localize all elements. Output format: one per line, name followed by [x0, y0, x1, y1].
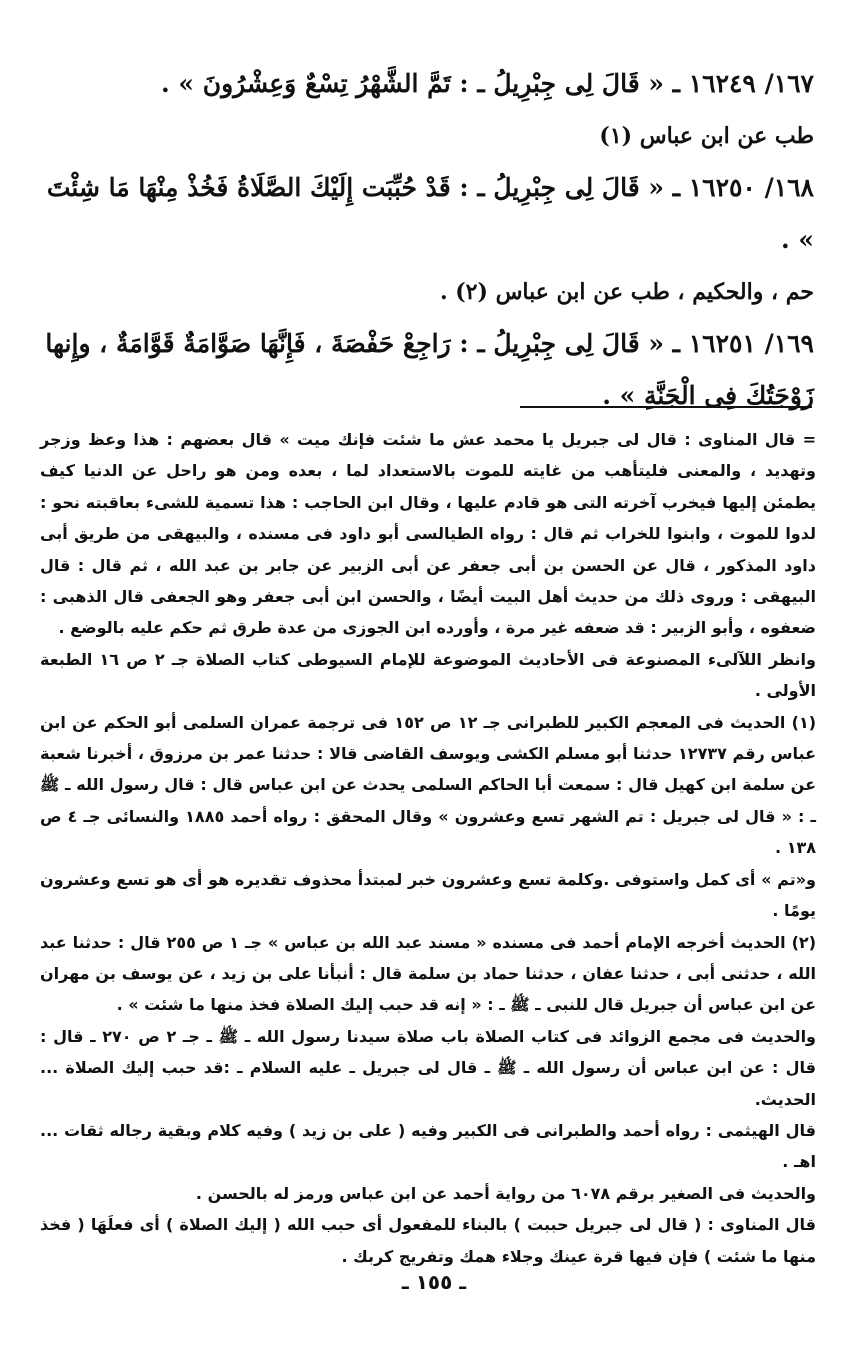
footnote-2-haythami: قال الهيثمى : رواه أحمد والطبرانى فى الكبير وفيه ( على بن زيد ) وفيه كلام وبقية رجاله ثقات ... اهـ . — [40, 1120, 816, 1172]
footnote-separator — [520, 406, 812, 408]
footnotes-section — [40, 424, 816, 1272]
hadith-169-text: ١٦٩/ ١٦٢٥١ ـ « قَالَ لِى جِبْرِيلُ ـ : رَاجِعْ حَفْصَةَ ، فَإِنَّهَا صَوَّامَةٌ قَوَّامَةٌ ، وإِنها زَوْجَتُكَ فِى الْجَنَّةِ » . — [45, 329, 814, 410]
page-number: ـ ١٥٥ ـ — [401, 1270, 467, 1294]
hadith-section — [34, 58, 814, 422]
hadith-167-source: طب عن ابن عباس (١) — [599, 123, 814, 149]
footnote-2-munawi: قال المناوى : ( قال لى جبريل حببت ) بالبناء للمفعول أى حبب الله ( إليك الصلاة ) أى فعلَهَا ( فخذ منها ما شئت ) فإن فيها قرة عينك وجلاء همك وتفريج كربك . — [40, 1215, 816, 1266]
hadith-167-text: ١٦٧/ ١٦٢٤٩ ـ « قَالَ لِى جِبْرِيلُ ـ : تَمَّ الشَّهْرُ تِسْعٌ وَعِشْرُونَ » . — [161, 69, 814, 98]
footnote-reference: وانظر اللآلىء المصنوعة فى الأحاديث الموضوعة للإمام السيوطى كتاب الصلاة جـ ٢ ص ١٦ الطبعة الأولى . — [40, 649, 816, 701]
footnote-2: (٢) الحديث أخرجه الإمام أحمد فى مسنده « مسند عبد الله بن عباس » جـ ١ ص ٢٥٥ قال : حدثنا عبد الله ، حدثنى أبى ، حدثنا عفان ، حدثنا حماد بن سلمة قال : أنبأنا على بن زيد ، عن يوسف بن مهران عن ابن عباس أن جبريل قال للنبى ـ ﷺ ـ : « إنه قد حبب إليك الصلاة فخذ منها ما شئت » . — [40, 932, 816, 1015]
hadith-168-source: حم ، والحكيم ، طب عن ابن عباس (٢) . — [439, 279, 814, 305]
footnote-continuation: = قال المناوى : قال لى جبريل يا محمد عش ما شئت فإنك ميت » قال بعضهم : هذا وعظ وزجر وتهديد ، والمعنى فليتأهب من غايته للموت بالاستعداد لما ، بعده ومن هو راحل عن الدنيا كيف يطمئن إليها فيخرب آخرته التى هو قادم عليها ، وقال ابن الحاجب : هذا تسمية للشىء بعاقبته نحو : لدوا للموت ، وابنوا للخراب ثم قال : رواه الطيالسى أبو داود فى مسنده ، والبيهقى من طريق أبى داود المذكور ، قال عن الحسن بن أبى جعفر عن أبى الزبير عن جابر بن عبد الله ، ثم قال : قال البيهقى : وروى ذلك من حديث أهل البيت أيضًا ، والحسن ابن أبى جعفر وهو الجعفى قال الذهبى : ضعفوه ، وأبو الزبير : قد ضعفه غير مرة ، وأورده ابن الجوزى من عدة طرق ثم حكم عليه بالوضع . — [40, 430, 816, 638]
footnote-1-explanation: و«تم » أى كمل واستوفى .وكلمة تسع وعشرون خبر لمبتدأ محذوف تقديره هو أى هو تسع وعشرون يومًا . — [40, 869, 816, 921]
hadith-168-text: ١٦٨/ ١٦٢٥٠ ـ « قَالَ لِى جِبْرِيلُ ـ : قَدْ حُبِّبَت إِلَيْكَ الصَّلَاةُ فَخُذْ مِنْهَا مَا شِئْتَ » . — [46, 173, 814, 254]
footnote-1: (١) الحديث فى المعجم الكبير للطبرانى جـ ١٢ ص ١٥٢ فى ترجمة عمران السلمى أبو الحكم عن ابن عباس رقم ١٢٧٣٧ حدثنا أبو مسلم الكشى ويوسف القاضى قالا : حدثنا عمر بن مرزوق ، أخبرنا شعبة عن سلمة ابن كهيل قال : سمعت أبا الحاكم السلمى يحدث عن ابن عباس قال : قال رسول الله ـ ﷺ ـ : « قال لى جبريل : تم الشهر تسع وعشرون » وقال المحقق : رواه أحمد ١٨٨٥ والنسائى جـ ٤ ص ١٣٨ . — [40, 712, 817, 858]
footnote-2-majma: والحديث فى مجمع الزوائد فى كتاب الصلاة باب صلاة سيدنا رسول الله ـ ﷺ ـ جـ ٢ ص ٢٧٠ ـ قال : قال : عن ابن عباس أن رسول الله ـ ﷺ ـ قال لى جبريل ـ عليه السلام ـ :قد حبب إليك الصلاة ... الحديث. — [40, 1026, 816, 1109]
footnote-2-saghir: والحديث فى الصغير برقم ٦٠٧٨ من رواية أحمد عن ابن عباس ورمز له بالحسن . — [195, 1183, 816, 1203]
